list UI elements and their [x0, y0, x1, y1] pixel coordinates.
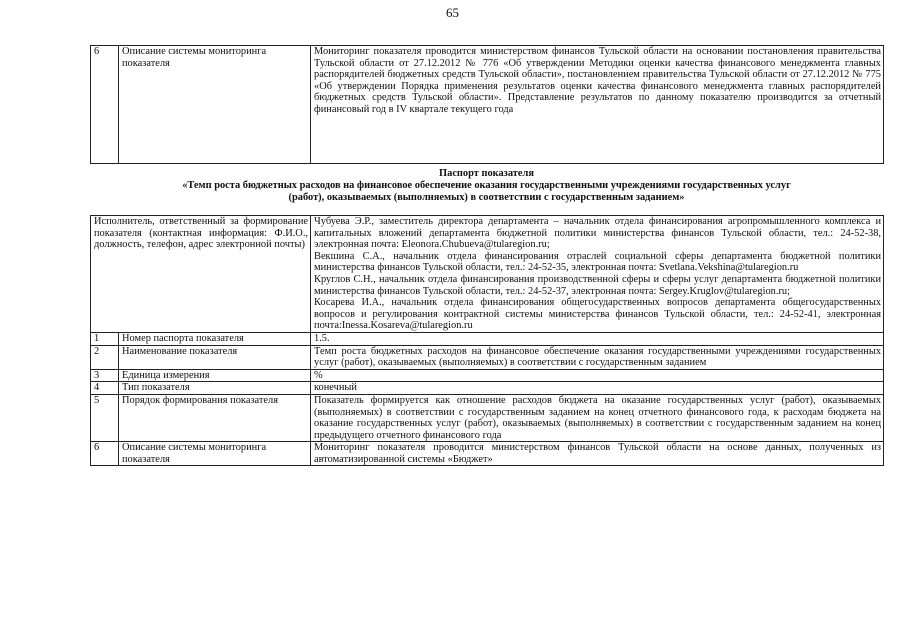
row-value: Мониторинг показателя проводится министерством финансов Тульской области на основе данных, полученных из автоматизированной системы «Бюджет»: [311, 442, 884, 466]
top-table: [90, 45, 884, 164]
executor-label: Исполнитель, ответственный за формирование показателя (контактная информация: Ф.И.О., должность, телефон, адрес электронной почты): [91, 216, 311, 333]
row-number: 2: [91, 345, 119, 369]
executor-person: Векшина С.А., начальник отдела финансирования отраслей социальной сферы департамента бюджетной политики министерства финансов Тульской области, тел.: 24-52-35, электронная почта: Svetlana.Vekshina@tularegion.ru: [314, 250, 882, 274]
executor-row: [91, 216, 884, 333]
passport-heading: [90, 168, 883, 203]
page-number: 65: [446, 5, 459, 20]
executor-person: Косарева И.А., начальник отдела финансирования общегосударственных вопросов департамента общегосударственных вопросов и регулирования контрактной системы министерства финансов Тульской области, тел.: 24-52-41, электронная почта:Inessa.Kosareva@tularegion.ru: [314, 297, 882, 332]
row-value: Показатель формируется как отношение расходов бюджета на оказание государственных услуг (работ), оказываемых (выполняемых) в соответствии с государственным заданием на конец отчетного финансового года, к расходам бюджета на оказание государственных услуг (работ), оказываемых (выполняемых) в соответствии с государственным заданием на конец предыдущего отчетного финансового года: [311, 394, 884, 441]
row-number: 3: [91, 369, 119, 382]
table-row: [91, 345, 884, 369]
row-number: 4: [91, 382, 119, 395]
row-value: %: [311, 369, 884, 382]
executor-person: Чубуева Э.Р., заместитель директора департамента – начальник отдела финансирования агропромышленного комплекса и капитальных вложений департамента бюджетной политики министерства финансов Тульской области, тел.: 24-52-38, электронная почта: Eleonora.Chubueva@tularegion.ru;: [314, 216, 882, 251]
row-number: 1: [91, 332, 119, 345]
row-label: Описание системы мониторинга показателя: [119, 46, 311, 164]
table-row: [91, 394, 884, 441]
executor-contacts: [311, 216, 884, 333]
passport-title: Паспорт показателя: [439, 168, 534, 179]
passport-table: [90, 215, 884, 466]
table-row: [91, 382, 884, 395]
table-row: [91, 369, 884, 382]
row-value: 1.5.: [311, 332, 884, 345]
row-label: Порядок формирования показателя: [119, 394, 311, 441]
table-row: [91, 332, 884, 345]
row-label: Номер паспорта показателя: [119, 332, 311, 345]
row-value: конечный: [311, 382, 884, 395]
row-value: Мониторинг показателя проводится министерством финансов Тульской области на основании постановления правительства Тульской области от 27.12.2012 № 776 «Об утверждении Методики оценки качества финансового менеджмента главных распорядителей бюджетных средств Тульской области», постановлением правительства Тульской области от 27.12.2012 № 775 «Об утверждении Порядка применения результатов оценки качества финансового менеджмента главных распорядителей бюджетных средств Тульской области». Представление результатов по данному показателю производится за отчетный финансовый год в IV квартале текущего года: [311, 46, 884, 164]
passport-subtitle-line-1: «Темп роста бюджетных расходов на финансовое обеспечение оказания государственными учреждениями государственных услуг: [182, 179, 791, 191]
row-number: 6: [91, 442, 119, 466]
row-value: Темп роста бюджетных расходов на финансовое обеспечение оказания государственными учреждениями государственных услуг (работ), оказываемых (выполняемых) в соответствии с государственным заданием: [311, 345, 884, 369]
table-row: [91, 46, 884, 164]
row-number: 5: [91, 394, 119, 441]
executor-person: Круглов С.Н., начальник отдела финансирования производственной сферы и сферы услуг департамента бюджетной политики министерства финансов Тульской области, тел.: 24-52-37, электронная почта: Sergey.Kruglov@tularegion.ru;: [314, 273, 882, 297]
row-label: Наименование показателя: [119, 345, 311, 369]
row-label: Описание системы мониторинга показателя: [119, 442, 311, 466]
row-label: Тип показателя: [119, 382, 311, 395]
table-row: [91, 442, 884, 466]
row-label: Единица измерения: [119, 369, 311, 382]
row-number: 6: [91, 46, 119, 164]
passport-subtitle-line-2: (работ), оказываемых (выполняемых) в соответствии с государственным заданием»: [288, 191, 685, 203]
